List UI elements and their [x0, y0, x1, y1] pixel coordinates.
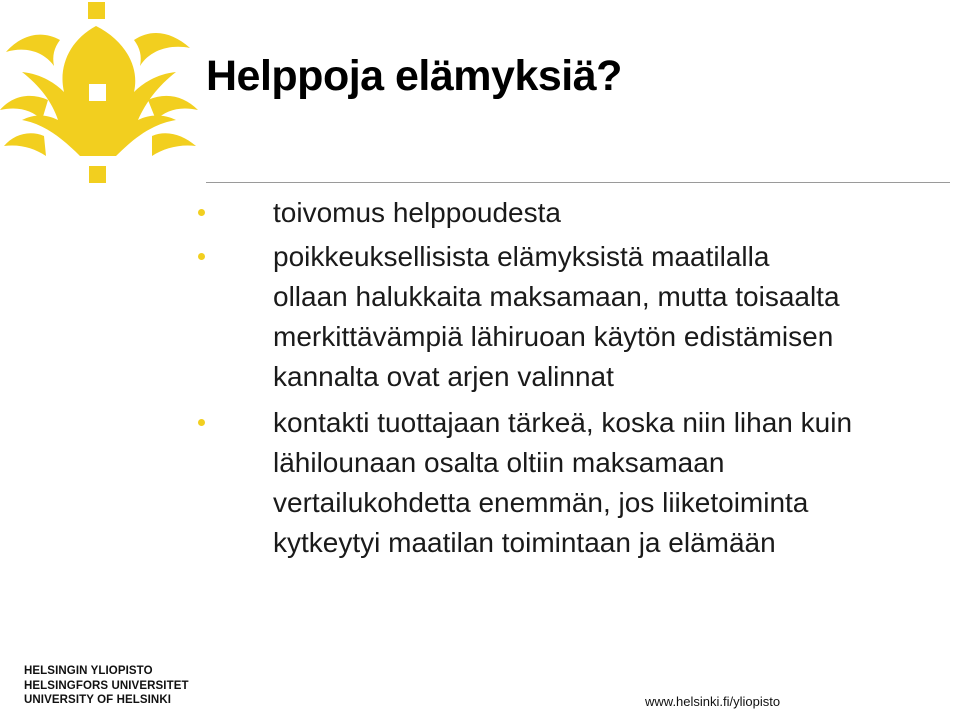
bullet-text-line: vertailukohdetta enemmän, jos liiketoiminta — [273, 487, 809, 518]
university-name-sv: HELSINGFORS UNIVERSITET — [24, 679, 189, 692]
slide-title: Helppoja elämyksiä? — [206, 52, 622, 100]
title-divider — [206, 182, 950, 183]
bullet-dot-icon — [198, 209, 205, 216]
university-name — [24, 664, 189, 708]
bullet-text-line: ollaan halukkaita maksamaan, mutta toisaalta — [273, 281, 840, 312]
bullet-text-line: merkittävämpiä lähiruoan käytön edistämisen — [273, 321, 834, 352]
university-name-en: UNIVERSITY OF HELSINKI — [24, 694, 172, 706]
bullet-text-line: kytkeytyi maatilan toimintaan ja elämään — [273, 527, 776, 558]
university-flame-logo-icon — [0, 0, 200, 190]
bullet-list — [0, 193, 960, 569]
university-name-fi: HELSINGIN YLIOPISTO — [24, 665, 153, 677]
bullet-dot-icon — [198, 253, 205, 260]
bullet-item — [0, 193, 960, 233]
bullet-dot-icon — [198, 419, 205, 426]
footer-url: www.helsinki.fi/yliopisto — [645, 694, 781, 709]
bullet-text-line: lähilounaan osalta oltiin maksamaan — [273, 447, 725, 478]
bullet-text-line: toivomus helppoudesta — [273, 197, 561, 228]
bullet-item — [0, 237, 960, 397]
bullet-item — [0, 403, 960, 563]
bullet-text-line: kannalta ovat arjen valinnat — [273, 361, 614, 392]
bullet-text-line: kontakti tuottajaan tärkeä, koska niin lihan kuin — [273, 407, 853, 438]
bullet-text-line: poikkeuksellisista elämyksistä maatilalla — [273, 241, 770, 272]
